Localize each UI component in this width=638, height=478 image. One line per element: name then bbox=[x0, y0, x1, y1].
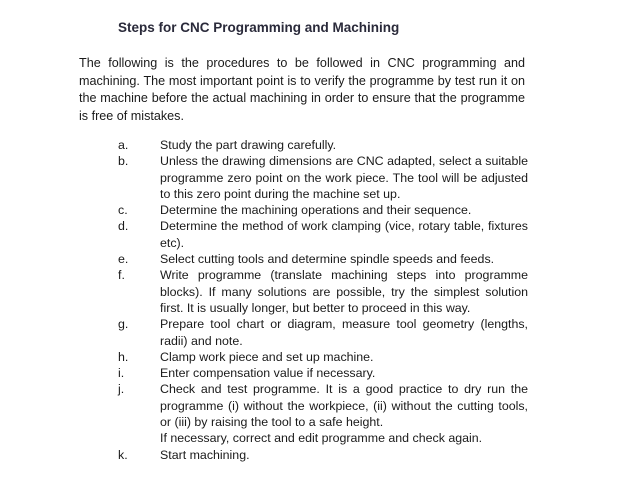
step-letter: i. bbox=[118, 366, 125, 381]
step-letter: g. bbox=[118, 317, 129, 332]
step-j bbox=[118, 381, 528, 446]
step-letter: k. bbox=[118, 447, 128, 462]
step-text: Determine the machining operations and their sequence. bbox=[160, 203, 472, 218]
document-title: Steps for CNC Programming and Machining bbox=[118, 20, 400, 35]
step-letter: b. bbox=[118, 154, 129, 169]
step-c bbox=[118, 202, 528, 218]
step-letter: a. bbox=[118, 138, 129, 152]
step-k bbox=[118, 447, 528, 463]
step-e bbox=[118, 251, 528, 267]
step-g bbox=[118, 316, 528, 349]
step-a bbox=[118, 137, 528, 153]
step-d bbox=[118, 218, 528, 251]
step-letter: e. bbox=[118, 252, 129, 267]
step-letter: h. bbox=[118, 349, 129, 364]
step-letter: j. bbox=[118, 382, 125, 397]
step-text: Check and test programme. It is a good practice to dry run the programme (i) without the workpiece, (ii) without the cutting tools, or (iii) by raising the tool to a safe height. bbox=[160, 382, 528, 430]
step-text: Prepare tool chart or diagram, measure tool geometry (lengths, radii) and note. bbox=[160, 317, 528, 348]
steps-list bbox=[118, 137, 528, 463]
step-body bbox=[160, 381, 528, 446]
step-text: Study the part drawing carefully. bbox=[160, 138, 337, 152]
step-h bbox=[118, 349, 528, 365]
step-text: Select cutting tools and determine spindle speeds and feeds. bbox=[160, 252, 495, 267]
step-letter: c. bbox=[118, 203, 128, 218]
step-text: Unless the drawing dimensions are CNC adapted, select a suitable programme zero point on the work piece. The tool will be adjusted to this zero point during the machine set up. bbox=[160, 154, 528, 201]
step-text: Determine the method of work clamping (vice, rotary table, fixtures etc). bbox=[160, 219, 528, 250]
step-letter: f. bbox=[118, 268, 125, 283]
step-extra-text: If necessary, correct and edit programme and check again. bbox=[160, 431, 483, 446]
step-text: Write programme (translate machining steps into programme blocks). If many solutions are possible, try the simplest solution first. It is usually longer, but better to proceed in this way. bbox=[160, 268, 528, 315]
step-text: Enter compensation value if necessary. bbox=[160, 366, 376, 381]
step-text: Clamp work piece and set up machine. bbox=[160, 349, 374, 364]
step-letter: d. bbox=[118, 219, 129, 234]
step-f bbox=[118, 267, 528, 316]
step-text: Start machining. bbox=[160, 447, 250, 462]
step-b bbox=[118, 153, 528, 202]
intro-paragraph: The following is the procedures to be followed in CNC programming and machining. The most important point is to verify the programme by test run it on the machine before the actual machining in order to ensure that the programme is free of mistakes. bbox=[79, 56, 525, 123]
step-i bbox=[118, 365, 528, 381]
